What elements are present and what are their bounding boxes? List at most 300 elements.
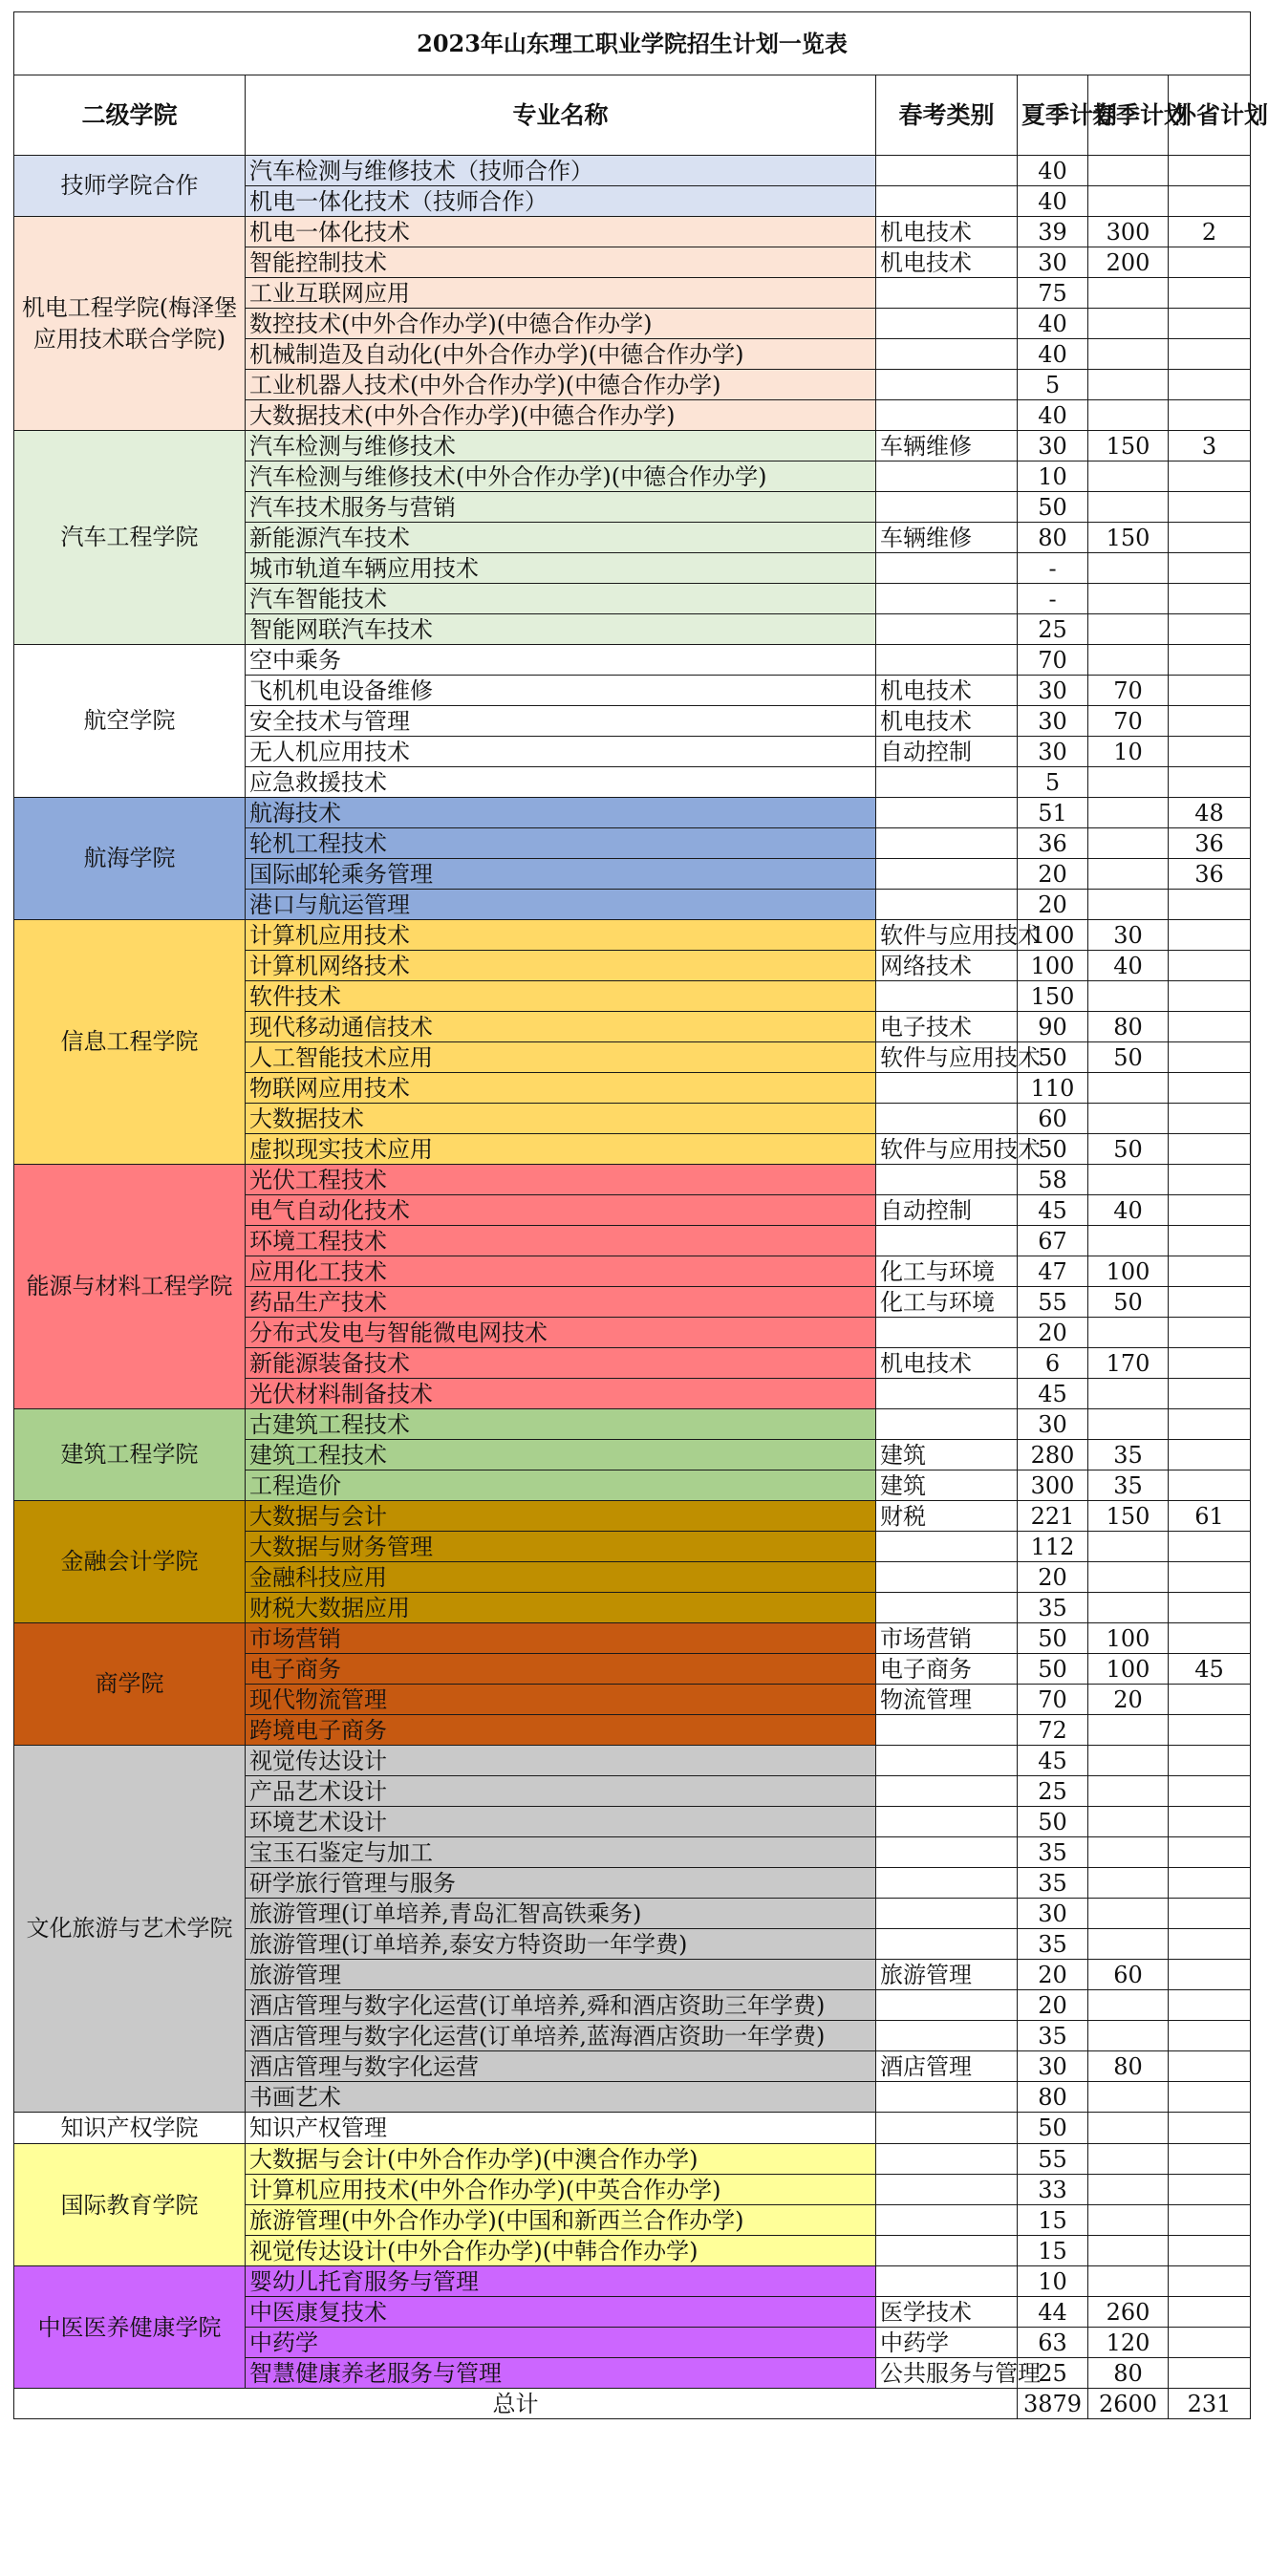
college-cell: 中医医养健康学院 xyxy=(14,2266,246,2389)
out-of-province-cell xyxy=(1169,156,1251,186)
category-cell xyxy=(876,890,1018,920)
out-of-province-cell xyxy=(1169,951,1251,981)
major-cell: 物联网应用技术 xyxy=(246,1073,876,1104)
category-cell xyxy=(876,1562,1018,1593)
spring-plan-cell xyxy=(1088,1104,1169,1134)
major-cell: 中医康复技术 xyxy=(246,2297,876,2328)
out-of-province-cell xyxy=(1169,462,1251,492)
total-out-of-province: 231 xyxy=(1169,2389,1251,2419)
out-of-province-cell xyxy=(1169,1746,1251,1776)
category-cell xyxy=(876,1318,1018,1348)
spring-plan-cell xyxy=(1088,2266,1169,2297)
out-of-province-cell xyxy=(1169,1776,1251,1807)
category-cell: 自动控制 xyxy=(876,1195,1018,1226)
college-cell: 机电工程学院(梅泽堡应用技术联合学院) xyxy=(14,217,246,431)
category-cell xyxy=(876,1868,1018,1899)
spring-plan-cell xyxy=(1088,339,1169,370)
college-cell: 航海学院 xyxy=(14,798,246,920)
spring-plan-cell xyxy=(1088,828,1169,859)
spring-plan-cell xyxy=(1088,2113,1169,2144)
table-row xyxy=(14,1409,1251,1440)
major-cell: 酒店管理与数字化运营(订单培养,舜和酒店资助三年学费) xyxy=(246,1990,876,2021)
out-of-province-cell: 3 xyxy=(1169,431,1251,462)
out-of-province-cell xyxy=(1169,981,1251,1012)
summer-plan-cell: - xyxy=(1018,584,1088,614)
major-cell: 电子商务 xyxy=(246,1654,876,1685)
spring-plan-cell xyxy=(1088,2082,1169,2113)
out-of-province-cell xyxy=(1169,2266,1251,2297)
header-college: 二级学院 xyxy=(14,75,246,156)
summer-plan-cell: 35 xyxy=(1018,1837,1088,1868)
spring-plan-cell xyxy=(1088,767,1169,798)
category-cell xyxy=(876,370,1018,400)
summer-plan-cell: 60 xyxy=(1018,1104,1088,1134)
out-of-province-cell xyxy=(1169,1348,1251,1379)
table-row xyxy=(14,1623,1251,1654)
summer-plan-cell: 20 xyxy=(1018,1562,1088,1593)
major-cell: 汽车检测与维修技术 xyxy=(246,431,876,462)
summer-plan-cell: 5 xyxy=(1018,370,1088,400)
category-cell: 化工与环境 xyxy=(876,1256,1018,1287)
spring-plan-cell xyxy=(1088,2236,1169,2266)
category-cell xyxy=(876,156,1018,186)
header-row xyxy=(14,75,1251,156)
out-of-province-cell xyxy=(1169,584,1251,614)
table-row xyxy=(14,2144,1251,2175)
out-of-province-cell: 36 xyxy=(1169,828,1251,859)
major-cell: 跨境电子商务 xyxy=(246,1715,876,1746)
spring-plan-cell: 50 xyxy=(1088,1134,1169,1165)
out-of-province-cell xyxy=(1169,1012,1251,1042)
major-cell: 航海技术 xyxy=(246,798,876,828)
category-cell: 化工与环境 xyxy=(876,1287,1018,1318)
spring-plan-cell xyxy=(1088,1837,1169,1868)
out-of-province-cell xyxy=(1169,2328,1251,2358)
out-of-province-cell xyxy=(1169,400,1251,431)
summer-plan-cell: 80 xyxy=(1018,2082,1088,2113)
spring-plan-cell xyxy=(1088,156,1169,186)
spring-plan-cell: 50 xyxy=(1088,1287,1169,1318)
summer-plan-cell: 33 xyxy=(1018,2175,1088,2205)
major-cell: 药品生产技术 xyxy=(246,1287,876,1318)
category-cell xyxy=(876,2082,1018,2113)
major-cell: 光伏工程技术 xyxy=(246,1165,876,1195)
spring-plan-cell: 10 xyxy=(1088,737,1169,767)
major-cell: 工程造价 xyxy=(246,1470,876,1501)
category-cell: 电子商务 xyxy=(876,1654,1018,1685)
college-cell: 商学院 xyxy=(14,1623,246,1746)
out-of-province-cell xyxy=(1169,2236,1251,2266)
out-of-province-cell: 36 xyxy=(1169,859,1251,890)
category-cell xyxy=(876,1073,1018,1104)
summer-plan-cell: 58 xyxy=(1018,1165,1088,1195)
category-cell xyxy=(876,1165,1018,1195)
college-cell: 信息工程学院 xyxy=(14,920,246,1165)
spring-plan-cell xyxy=(1088,1409,1169,1440)
spring-plan-cell: 260 xyxy=(1088,2297,1169,2328)
out-of-province-cell xyxy=(1169,614,1251,645)
summer-plan-cell: 6 xyxy=(1018,1348,1088,1379)
major-cell: 分布式发电与智能微电网技术 xyxy=(246,1318,876,1348)
category-cell: 网络技术 xyxy=(876,951,1018,981)
summer-plan-cell: 39 xyxy=(1018,217,1088,247)
table-row xyxy=(14,1746,1251,1776)
major-cell: 视觉传达设计(中外合作办学)(中韩合作办学) xyxy=(246,2236,876,2266)
category-cell: 市场营销 xyxy=(876,1623,1018,1654)
table-row xyxy=(14,2113,1251,2144)
major-cell: 建筑工程技术 xyxy=(246,1440,876,1470)
major-cell: 数控技术(中外合作办学)(中德合作办学) xyxy=(246,309,876,339)
major-cell: 大数据与会计 xyxy=(246,1501,876,1532)
table-row xyxy=(14,2266,1251,2297)
category-cell: 软件与应用技术 xyxy=(876,920,1018,951)
summer-plan-cell: 50 xyxy=(1018,492,1088,523)
summer-plan-cell: 280 xyxy=(1018,1440,1088,1470)
summer-plan-cell: 55 xyxy=(1018,2144,1088,2175)
out-of-province-cell xyxy=(1169,1409,1251,1440)
major-cell: 虚拟现实技术应用 xyxy=(246,1134,876,1165)
out-of-province-cell xyxy=(1169,1990,1251,2021)
total-spring: 2600 xyxy=(1088,2389,1169,2419)
category-cell xyxy=(876,645,1018,676)
spring-plan-cell xyxy=(1088,1990,1169,2021)
category-cell xyxy=(876,2175,1018,2205)
out-of-province-cell xyxy=(1169,370,1251,400)
college-cell: 国际教育学院 xyxy=(14,2144,246,2266)
summer-plan-cell: 112 xyxy=(1018,1532,1088,1562)
summer-plan-cell: 50 xyxy=(1018,1623,1088,1654)
category-cell xyxy=(876,186,1018,217)
out-of-province-cell xyxy=(1169,2021,1251,2051)
college-cell: 金融会计学院 xyxy=(14,1501,246,1623)
major-cell: 市场营销 xyxy=(246,1623,876,1654)
summer-plan-cell: 35 xyxy=(1018,1868,1088,1899)
category-cell xyxy=(876,462,1018,492)
summer-plan-cell: 40 xyxy=(1018,186,1088,217)
major-cell: 宝玉石鉴定与加工 xyxy=(246,1837,876,1868)
category-cell xyxy=(876,1929,1018,1960)
out-of-province-cell xyxy=(1169,1929,1251,1960)
table-title: 2023年山东理工职业学院招生计划一览表 xyxy=(14,12,1251,75)
spring-plan-cell xyxy=(1088,1593,1169,1623)
spring-plan-cell: 100 xyxy=(1088,1654,1169,1685)
out-of-province-cell xyxy=(1169,1104,1251,1134)
out-of-province-cell xyxy=(1169,1593,1251,1623)
category-cell xyxy=(876,1899,1018,1929)
category-cell xyxy=(876,2205,1018,2236)
summer-plan-cell: 10 xyxy=(1018,462,1088,492)
category-cell: 建筑 xyxy=(876,1440,1018,1470)
out-of-province-cell xyxy=(1169,1287,1251,1318)
spring-plan-cell: 100 xyxy=(1088,1256,1169,1287)
major-cell: 电气自动化技术 xyxy=(246,1195,876,1226)
spring-plan-cell xyxy=(1088,1165,1169,1195)
spring-plan-cell: 80 xyxy=(1088,1012,1169,1042)
out-of-province-cell xyxy=(1169,523,1251,553)
major-cell: 城市轨道车辆应用技术 xyxy=(246,553,876,584)
major-cell: 智慧健康养老服务与管理 xyxy=(246,2358,876,2389)
out-of-province-cell xyxy=(1169,1623,1251,1654)
header-out-of-province-plan: 外省计划 xyxy=(1169,75,1251,156)
out-of-province-cell: 2 xyxy=(1169,217,1251,247)
summer-plan-cell: 100 xyxy=(1018,951,1088,981)
out-of-province-cell xyxy=(1169,2175,1251,2205)
category-cell xyxy=(876,1776,1018,1807)
summer-plan-cell: 20 xyxy=(1018,890,1088,920)
out-of-province-cell: 48 xyxy=(1169,798,1251,828)
major-cell: 酒店管理与数字化运营 xyxy=(246,2051,876,2082)
category-cell xyxy=(876,278,1018,309)
out-of-province-cell: 45 xyxy=(1169,1654,1251,1685)
major-cell: 汽车技术服务与营销 xyxy=(246,492,876,523)
summer-plan-cell: 221 xyxy=(1018,1501,1088,1532)
category-cell: 公共服务与管理 xyxy=(876,2358,1018,2389)
major-cell: 无人机应用技术 xyxy=(246,737,876,767)
college-cell: 航空学院 xyxy=(14,645,246,798)
major-cell: 现代物流管理 xyxy=(246,1685,876,1715)
major-cell: 产品艺术设计 xyxy=(246,1776,876,1807)
summer-plan-cell: 40 xyxy=(1018,156,1088,186)
out-of-province-cell xyxy=(1169,1318,1251,1348)
summer-plan-cell: 25 xyxy=(1018,2358,1088,2389)
spring-plan-cell: 40 xyxy=(1088,951,1169,981)
spring-plan-cell xyxy=(1088,309,1169,339)
spring-plan-cell: 150 xyxy=(1088,431,1169,462)
spring-plan-cell: 40 xyxy=(1088,1195,1169,1226)
college-cell: 建筑工程学院 xyxy=(14,1409,246,1501)
category-cell xyxy=(876,1715,1018,1746)
major-cell: 安全技术与管理 xyxy=(246,706,876,737)
spring-plan-cell xyxy=(1088,645,1169,676)
category-cell: 机电技术 xyxy=(876,1348,1018,1379)
major-cell: 汽车智能技术 xyxy=(246,584,876,614)
major-cell: 汽车检测与维修技术(中外合作办学)(中德合作办学) xyxy=(246,462,876,492)
college-cell: 能源与材料工程学院 xyxy=(14,1165,246,1409)
spring-plan-cell xyxy=(1088,1379,1169,1409)
header-spring-category: 春考类别 xyxy=(876,75,1018,156)
table-row xyxy=(14,431,1251,462)
spring-plan-cell: 80 xyxy=(1088,2051,1169,2082)
summer-plan-cell: 63 xyxy=(1018,2328,1088,2358)
category-cell: 中药学 xyxy=(876,2328,1018,2358)
summer-plan-cell: 300 xyxy=(1018,1470,1088,1501)
category-cell: 机电技术 xyxy=(876,676,1018,706)
major-cell: 智能网联汽车技术 xyxy=(246,614,876,645)
spring-plan-cell xyxy=(1088,1532,1169,1562)
spring-plan-cell: 70 xyxy=(1088,706,1169,737)
summer-plan-cell: 40 xyxy=(1018,339,1088,370)
category-cell xyxy=(876,2021,1018,2051)
spring-plan-cell xyxy=(1088,2021,1169,2051)
category-cell: 车辆维修 xyxy=(876,431,1018,462)
summer-plan-cell: 70 xyxy=(1018,645,1088,676)
spring-plan-cell: 120 xyxy=(1088,2328,1169,2358)
category-cell xyxy=(876,2144,1018,2175)
out-of-province-cell xyxy=(1169,1379,1251,1409)
spring-plan-cell: 70 xyxy=(1088,676,1169,706)
major-cell: 财税大数据应用 xyxy=(246,1593,876,1623)
category-cell: 软件与应用技术 xyxy=(876,1042,1018,1073)
summer-plan-cell: 50 xyxy=(1018,1807,1088,1837)
category-cell xyxy=(876,1746,1018,1776)
major-cell: 环境工程技术 xyxy=(246,1226,876,1256)
major-cell: 工业机器人技术(中外合作办学)(中德合作办学) xyxy=(246,370,876,400)
out-of-province-cell xyxy=(1169,2358,1251,2389)
summer-plan-cell: 150 xyxy=(1018,981,1088,1012)
summer-plan-cell: 50 xyxy=(1018,2113,1088,2144)
category-cell: 医学技术 xyxy=(876,2297,1018,2328)
category-cell xyxy=(876,553,1018,584)
out-of-province-cell xyxy=(1169,645,1251,676)
major-cell: 汽车检测与维修技术（技师合作） xyxy=(246,156,876,186)
category-cell xyxy=(876,2236,1018,2266)
summer-plan-cell: 36 xyxy=(1018,828,1088,859)
table-row xyxy=(14,1501,1251,1532)
category-cell xyxy=(876,1593,1018,1623)
spring-plan-cell xyxy=(1088,400,1169,431)
out-of-province-cell xyxy=(1169,706,1251,737)
table-row xyxy=(14,645,1251,676)
major-cell: 人工智能技术应用 xyxy=(246,1042,876,1073)
out-of-province-cell xyxy=(1169,1195,1251,1226)
out-of-province-cell xyxy=(1169,2082,1251,2113)
spring-plan-cell: 150 xyxy=(1088,1501,1169,1532)
total-summer: 3879 xyxy=(1018,2389,1088,2419)
spring-plan-cell xyxy=(1088,1226,1169,1256)
total-label: 总计 xyxy=(14,2389,1018,2419)
out-of-province-cell xyxy=(1169,1899,1251,1929)
summer-plan-cell: 35 xyxy=(1018,2021,1088,2051)
out-of-province-cell xyxy=(1169,1256,1251,1287)
summer-plan-cell: 25 xyxy=(1018,614,1088,645)
spring-plan-cell xyxy=(1088,462,1169,492)
category-cell xyxy=(876,492,1018,523)
summer-plan-cell: 90 xyxy=(1018,1012,1088,1042)
out-of-province-cell xyxy=(1169,2297,1251,2328)
header-spring-plan: 春季计划 xyxy=(1088,75,1169,156)
spring-plan-cell xyxy=(1088,1899,1169,1929)
out-of-province-cell xyxy=(1169,1562,1251,1593)
summer-plan-cell: 30 xyxy=(1018,676,1088,706)
summer-plan-cell: 51 xyxy=(1018,798,1088,828)
category-cell: 机电技术 xyxy=(876,247,1018,278)
out-of-province-cell xyxy=(1169,1226,1251,1256)
spring-plan-cell xyxy=(1088,1929,1169,1960)
spring-plan-cell xyxy=(1088,553,1169,584)
spring-plan-cell xyxy=(1088,1746,1169,1776)
category-cell xyxy=(876,767,1018,798)
summer-plan-cell: 15 xyxy=(1018,2205,1088,2236)
college-cell: 文化旅游与艺术学院 xyxy=(14,1746,246,2113)
summer-plan-cell: 44 xyxy=(1018,2297,1088,2328)
spring-plan-cell xyxy=(1088,981,1169,1012)
out-of-province-cell xyxy=(1169,1470,1251,1501)
major-cell: 光伏材料制备技术 xyxy=(246,1379,876,1409)
college-cell: 汽车工程学院 xyxy=(14,431,246,645)
spring-plan-cell xyxy=(1088,1318,1169,1348)
out-of-province-cell xyxy=(1169,920,1251,951)
major-cell: 旅游管理(中外合作办学)(中国和新西兰合作办学) xyxy=(246,2205,876,2236)
major-cell: 大数据与财务管理 xyxy=(246,1532,876,1562)
out-of-province-cell xyxy=(1169,2051,1251,2082)
major-cell: 环境艺术设计 xyxy=(246,1807,876,1837)
out-of-province-cell xyxy=(1169,309,1251,339)
spring-plan-cell xyxy=(1088,2144,1169,2175)
spring-plan-cell xyxy=(1088,2175,1169,2205)
table-row xyxy=(14,156,1251,186)
category-cell xyxy=(876,339,1018,370)
college-cell: 知识产权学院 xyxy=(14,2113,246,2144)
category-cell xyxy=(876,400,1018,431)
category-cell xyxy=(876,828,1018,859)
spring-plan-cell xyxy=(1088,492,1169,523)
spring-plan-cell xyxy=(1088,278,1169,309)
major-cell: 酒店管理与数字化运营(订单培养,蓝海酒店资助一年学费) xyxy=(246,2021,876,2051)
major-cell: 旅游管理(订单培养,泰安方特资助一年学费) xyxy=(246,1929,876,1960)
spring-plan-cell: 100 xyxy=(1088,1623,1169,1654)
out-of-province-cell xyxy=(1169,1073,1251,1104)
major-cell: 书画艺术 xyxy=(246,2082,876,2113)
category-cell xyxy=(876,859,1018,890)
out-of-province-cell: 61 xyxy=(1169,1501,1251,1532)
category-cell xyxy=(876,2266,1018,2297)
category-cell xyxy=(876,1807,1018,1837)
major-cell: 大数据技术 xyxy=(246,1104,876,1134)
category-cell: 车辆维修 xyxy=(876,523,1018,553)
major-cell: 旅游管理 xyxy=(246,1960,876,1990)
major-cell: 旅游管理(订单培养,青岛汇智高铁乘务) xyxy=(246,1899,876,1929)
category-cell xyxy=(876,1837,1018,1868)
out-of-province-cell xyxy=(1169,1440,1251,1470)
spring-plan-cell: 30 xyxy=(1088,920,1169,951)
summer-plan-cell: 40 xyxy=(1018,400,1088,431)
major-cell: 轮机工程技术 xyxy=(246,828,876,859)
major-cell: 新能源装备技术 xyxy=(246,1348,876,1379)
summer-plan-cell: 25 xyxy=(1018,1776,1088,1807)
spring-plan-cell xyxy=(1088,1776,1169,1807)
out-of-province-cell xyxy=(1169,553,1251,584)
category-cell xyxy=(876,614,1018,645)
spring-plan-cell: 170 xyxy=(1088,1348,1169,1379)
summer-plan-cell: 20 xyxy=(1018,859,1088,890)
category-cell xyxy=(876,584,1018,614)
summer-plan-cell: - xyxy=(1018,553,1088,584)
category-cell: 财税 xyxy=(876,1501,1018,1532)
category-cell xyxy=(876,1409,1018,1440)
table-row xyxy=(14,1165,1251,1195)
major-cell: 空中乘务 xyxy=(246,645,876,676)
major-cell: 大数据与会计(中外合作办学)(中澳合作办学) xyxy=(246,2144,876,2175)
category-cell: 机电技术 xyxy=(876,706,1018,737)
out-of-province-cell xyxy=(1169,1868,1251,1899)
major-cell: 机电一体化技术 xyxy=(246,217,876,247)
summer-plan-cell: 35 xyxy=(1018,1929,1088,1960)
out-of-province-cell xyxy=(1169,1807,1251,1837)
category-cell: 酒店管理 xyxy=(876,2051,1018,2082)
category-cell: 软件与应用技术 xyxy=(876,1134,1018,1165)
total-row xyxy=(14,2389,1251,2419)
out-of-province-cell xyxy=(1169,1837,1251,1868)
out-of-province-cell xyxy=(1169,1134,1251,1165)
major-cell: 金融科技应用 xyxy=(246,1562,876,1593)
spring-plan-cell: 20 xyxy=(1088,1685,1169,1715)
out-of-province-cell xyxy=(1169,247,1251,278)
summer-plan-cell: 110 xyxy=(1018,1073,1088,1104)
summer-plan-cell: 30 xyxy=(1018,247,1088,278)
major-cell: 视觉传达设计 xyxy=(246,1746,876,1776)
major-cell: 港口与航运管理 xyxy=(246,890,876,920)
major-cell: 中药学 xyxy=(246,2328,876,2358)
